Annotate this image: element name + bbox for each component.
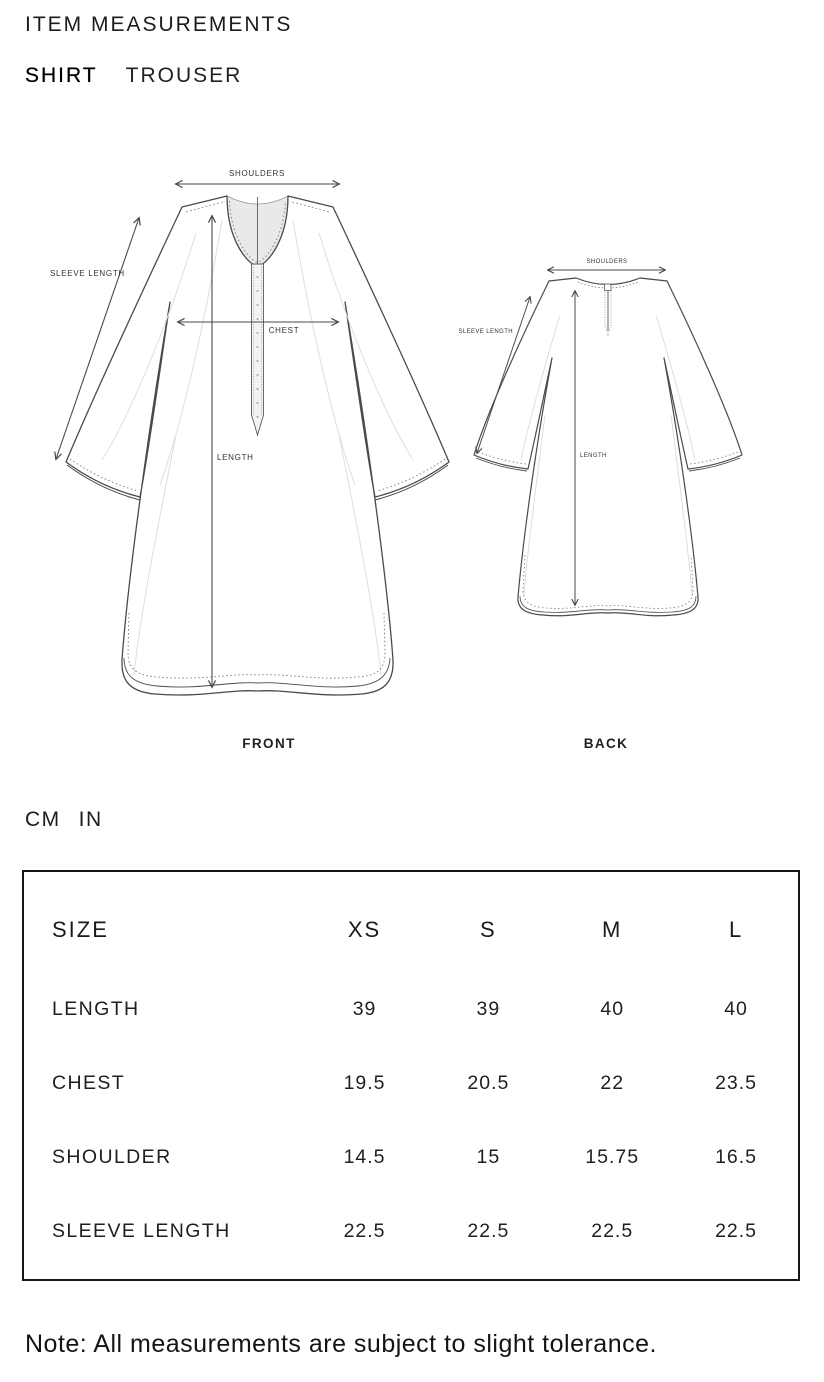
- table-row-chest: [24, 1046, 798, 1120]
- front-length-label: LENGTH: [217, 453, 254, 462]
- cell-value: 22.5: [591, 1219, 634, 1242]
- row-label: CHEST: [52, 1071, 126, 1094]
- cell-value: 22.5: [715, 1219, 758, 1242]
- col-header-s: S: [480, 917, 497, 942]
- col-header-size: SIZE: [52, 917, 109, 942]
- tab-trouser[interactable]: TROUSER: [125, 64, 243, 87]
- table-row-shoulder: [24, 1120, 798, 1194]
- cell-value: 16.5: [715, 1145, 758, 1168]
- col-header-l: L: [728, 917, 744, 942]
- tab-shirt[interactable]: SHIRT: [25, 64, 98, 87]
- cell-value: 40: [724, 997, 748, 1020]
- row-label: LENGTH: [52, 997, 140, 1020]
- cell-value: 22: [600, 1071, 625, 1094]
- size-table: [22, 870, 800, 1281]
- row-label: SLEEVE LENGTH: [52, 1219, 231, 1242]
- shirt-measurement-diagram: [0, 115, 824, 765]
- front-view: [50, 169, 449, 751]
- page-title: ITEM MEASUREMENTS: [25, 13, 293, 36]
- back-length-label: LENGTH: [580, 453, 607, 459]
- front-caption: FRONT: [242, 736, 296, 751]
- front-shoulders-label: SHOULDERS: [228, 169, 286, 178]
- cell-value: 15.75: [585, 1145, 640, 1168]
- unit-cm[interactable]: CM: [25, 808, 61, 831]
- cell-value: 14.5: [343, 1145, 386, 1168]
- cell-value: 20.5: [467, 1071, 510, 1094]
- front-placket: [252, 264, 264, 435]
- col-header-m: M: [602, 917, 623, 942]
- table-row-sleeve-length: [24, 1194, 798, 1268]
- col-header-xs: XS: [347, 917, 382, 942]
- tolerance-note: Note: All measurements are subject to slight tolerance.: [25, 1330, 657, 1358]
- row-label: SHOULDER: [52, 1145, 172, 1168]
- back-sleeve-length-label: SLEEVE LENGTH: [458, 329, 513, 335]
- cell-value: 23.5: [715, 1071, 758, 1094]
- table-row-length: [24, 972, 798, 1046]
- cell-value: 15: [476, 1145, 501, 1168]
- garment-tabs: [25, 64, 242, 88]
- front-chest-label: CHEST: [268, 326, 300, 335]
- back-view: [458, 259, 742, 751]
- cell-value: 39: [476, 997, 501, 1020]
- back-caption: BACK: [583, 736, 629, 751]
- unit-toggle: [25, 808, 103, 832]
- front-sleeve-length-label: SLEEVE LENGTH: [50, 269, 125, 278]
- cell-value: 40: [600, 997, 625, 1020]
- table-header-row: [24, 888, 798, 972]
- back-neck-button: [605, 284, 612, 291]
- cell-value: 19.5: [343, 1071, 386, 1094]
- cell-value: 39: [352, 997, 377, 1020]
- cell-value: 22.5: [343, 1219, 386, 1242]
- back-shoulders-label: SHOULDERS: [586, 259, 628, 265]
- unit-in[interactable]: IN: [78, 808, 103, 831]
- cell-value: 22.5: [467, 1219, 510, 1242]
